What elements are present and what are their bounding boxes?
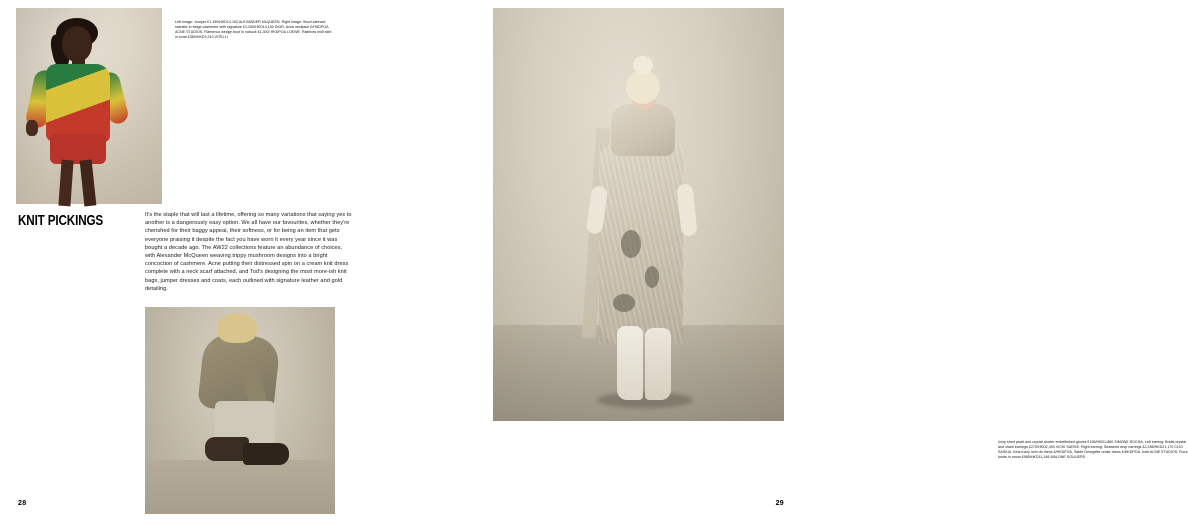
dress-distress-hole xyxy=(621,230,641,258)
photo-floor xyxy=(145,460,335,514)
page-number-right: 29 xyxy=(775,500,784,507)
page-title: KNIT PICKINGS xyxy=(18,212,104,229)
caption-right-images: Ivory short pearl and crystal cluster embellished gloves £195/HKD1,860 SIMONE ROCHA, Left earring: Bridal crystal and chain earrings £270/HKD2,494 VICKI SARGE. Right earring: Seaweed drop earrings £2,285/HKD21,170 CLIO SASKIA, Kela fuzzy mini rib dress £/HKDPOA, Sable Georgette under dress £/HKDPOA, both ACNE STUDIOS. Flora boots in moon £985/HKD11,148 MALONE SOULIERS xyxy=(998,440,1188,459)
page-number-left: 28 xyxy=(18,500,27,507)
model-hand xyxy=(26,120,38,136)
dress-distress-hole xyxy=(645,266,659,288)
knit-texture xyxy=(599,144,683,344)
model-hair xyxy=(217,313,257,343)
boot-right xyxy=(645,328,671,400)
caption-left-images: Left image: Jumper £1,190/HKD14,100 ALEXANDER McQUEEN. Right image: Short-sleeved sweater in beige cashmere with signature £1,250/HKD14,100 DIOR, Axxa necklace £/HKDPOA ACNE STUDIOS. Flamenco wedge boot in nubuck £1,300/ HKDPOA LOEWE. Rainbow midi skirt in coral £380/HKD3,310 VITELLI xyxy=(175,20,332,39)
right-page xyxy=(400,0,1188,521)
model-figure xyxy=(189,313,299,463)
photo-model-colour-knit xyxy=(16,8,162,204)
knit-dress xyxy=(599,144,683,344)
left-page xyxy=(0,0,400,521)
colourblock-sweater xyxy=(46,64,110,142)
model-hair xyxy=(626,70,660,104)
photo-model-boots xyxy=(145,307,335,514)
article-body-text: It's the staple that will last a lifetime, offering so many variations that saying yes to another is a dangerously easy option. We all have our favourites, whether they're cherished for their baggy appeal, their softness, or for being an item that gets everyone praising it despite the fact you have worn it every year since it was bought a decade ago. The AW22 collections feature an abundance of choices, with Alexander McQueen weaving trippy mushroom designs into a bright concoction of cashmere. Acne putting their distressed spin on a cream knit dress complete with a neck scarf attached, and Tod's designing the most more-ish knit bags, jumper dresses and coats, each outlined with signature leather and gold detailing. xyxy=(145,212,352,292)
boot-left xyxy=(617,326,643,400)
red-skirt xyxy=(50,134,106,164)
model-hair-bun xyxy=(633,56,653,74)
dress-distress-hole xyxy=(613,294,635,312)
boot-right xyxy=(243,443,289,465)
dress-cowl-neck xyxy=(611,104,675,156)
photo-model-knit-dress xyxy=(493,8,784,421)
